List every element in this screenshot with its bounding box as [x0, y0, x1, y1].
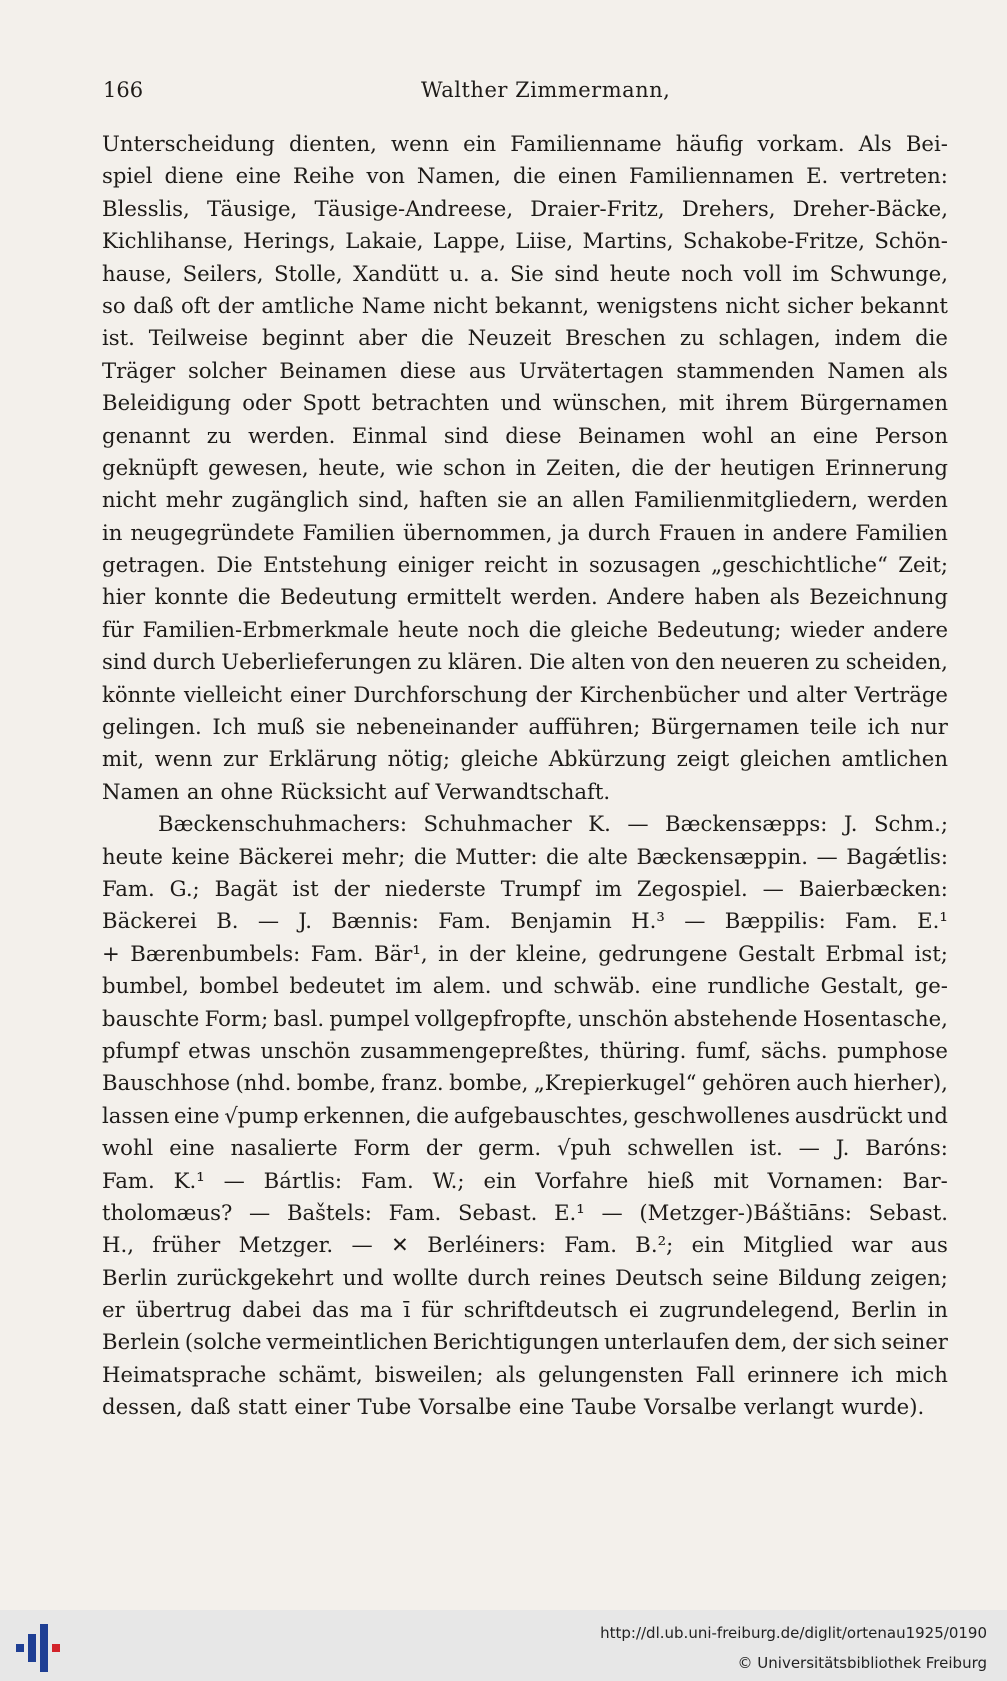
text-line: Blesslis, Täusige, Täusige-Andreese, Draier-Fritz, Drehers, Dreher-Bäcke,: [102, 195, 948, 221]
text-line: lassen eine √pump erkennen, die aufgebauschtes, geschwollenes ausdrückt und: [102, 1102, 948, 1128]
text-line: bumbel, bombel bedeutet im alem. und schwäb. eine rundliche Gestalt, ge-: [102, 973, 948, 999]
text-line: Namen an ohne Rücksicht auf Verwandtschaft.: [102, 778, 611, 804]
text-line: Berlein (solche vermeintlichen Berichtigungen unterlaufen dem, der sich seiner: [102, 1329, 948, 1355]
text-line: Träger solcher Beinamen diese aus Urvätertagen stammenden Namen als: [102, 357, 948, 383]
text-line: hier konnte die Bedeutung ermittelt werden. Andere haben als Bezeichnung: [102, 584, 948, 610]
text-line: mit, wenn zur Erklärung nötig; gleiche Abkürzung zeigt gleichen amtlichen: [102, 746, 948, 772]
text-line: pfumpf etwas unschön zusammengepreßtes, thüring. fumf, sächs. pumphose: [102, 1037, 948, 1063]
text-line: + Bærenbumbels: Fam. Bär¹, in der kleine, gedrungene Gestalt Erbmal ist;: [102, 940, 948, 966]
text-line: gelingen. Ich muß sie nebeneinander aufführen; Bürgernamen teile ich nur: [102, 714, 948, 740]
running-head: Walther Zimmermann,: [421, 78, 671, 102]
text-line: spiel diene eine Reihe von Namen, die einen Familiennamen E. vertreten:: [102, 163, 948, 189]
text-line: er übertrug dabei das ma ī für schriftdeutsch ei zugrundelegend, Berlin in: [102, 1297, 948, 1323]
text-line: hause, Seilers, Stolle, Xandütt u. a. Sie sind heute noch voll im Schwunge,: [102, 260, 948, 286]
viewer-footer: [0, 1610, 1007, 1681]
permalink-url[interactable]: http://dl.ub.uni-freiburg.de/diglit/ortenau1925/0190: [600, 1624, 987, 1642]
university-library-logo-icon[interactable]: [14, 1624, 60, 1672]
text-line: Unterscheidung dienten, wenn ein Familienname häufig vorkam. Als Bei-: [102, 131, 948, 156]
text-line: ist. Teilweise beginnt aber die Neuzeit Breschen zu schlagen, indem die: [102, 325, 948, 351]
text-line: Bæckenschuhmachers: Schuhmacher K. — Bæckensæpps: J. Schm.;: [158, 811, 948, 837]
page-number: 166: [103, 78, 144, 102]
text-line: Beleidigung oder Spott betrachten und wünschen, mit ihrem Bürgernamen: [102, 390, 948, 416]
text-line: nicht mehr zugänglich sind, haften sie an allen Familienmitgliedern, werden: [102, 487, 948, 513]
text-line: Bauschhose (nhd. bombe, franz. bombe, „Krepierkugel“ gehören auch hierher),: [102, 1070, 948, 1096]
text-line: Fam. G.; Bagät ist der niederste Trumpf im Zegospiel. — Baierbæcken:: [102, 875, 948, 901]
body-text: [102, 128, 948, 1424]
text-line: sind durch Ueberlieferungen zu klären. Die alten von den neueren zu scheiden,: [102, 649, 948, 675]
text-line: könnte vielleicht einer Durchforschung der Kirchenbücher und alter Verträge: [102, 681, 948, 707]
text-line: H., früher Metzger. — ✕ Berléiners: Fam. B.²; ein Mitglied war aus: [102, 1232, 948, 1258]
text-line: Fam. K.¹ — Bártlis: Fam. W.; ein Vorfahre hieß mit Vornamen: Bar-: [102, 1167, 948, 1193]
text-line: wohl eine nasalierte Form der germ. √puh schwellen ist. — J. Baróns:: [102, 1135, 948, 1161]
text-line: Bäckerei B. — J. Bænnis: Fam. Benjamin H.³ — Bæppilis: Fam. E.¹: [102, 908, 948, 934]
text-line: bauschte Form; basl. pumpel vollgepfropfte, unschön abstehende Hosentasche,: [102, 1005, 948, 1031]
text-line: so daß oft der amtliche Name nicht bekannt, wenigstens nicht sicher bekannt: [102, 292, 948, 318]
text-line: für Familien-Erbmerkmale heute noch die gleiche Bedeutung; wieder andere: [102, 616, 948, 642]
text-line: heute keine Bäckerei mehr; die Mutter: die alte Bæckensæppin. — Bagǽtlis:: [102, 843, 948, 869]
text-line: getragen. Die Entstehung einiger reicht in sozusagen „geschichtliche“ Zeit;: [102, 552, 948, 578]
copyright-notice: © Universitätsbibliothek Freiburg: [737, 1654, 987, 1672]
text-line: dessen, daß statt einer Tube Vorsalbe eine Taube Vorsalbe verlangt wurde).: [102, 1394, 925, 1420]
page-header: [103, 74, 946, 110]
text-line: Kichlihanse, Herings, Lakaie, Lappe, Liise, Martins, Schakobe-Fritze, Schön-: [102, 228, 948, 254]
text-line: genannt zu werden. Einmal sind diese Beinamen wohl an eine Person: [102, 422, 948, 448]
text-line: geknüpft gewesen, heute, wie schon in Zeiten, die der heutigen Erinnerung: [102, 454, 948, 480]
text-line: tholomæus? — Baštels: Fam. Sebast. E.¹ — (Metzger-)Báštiāns: Sebast.: [102, 1199, 948, 1225]
text-line: Berlin zurückgekehrt und wollte durch reines Deutsch seine Bildung zeigen;: [102, 1264, 948, 1290]
text-line: in neugegründete Familien übernommen, ja durch Frauen in andere Familien: [102, 519, 948, 545]
text-line: Heimatsprache schämt, bisweilen; als gelungensten Fall erinnere ich mich: [102, 1361, 948, 1387]
